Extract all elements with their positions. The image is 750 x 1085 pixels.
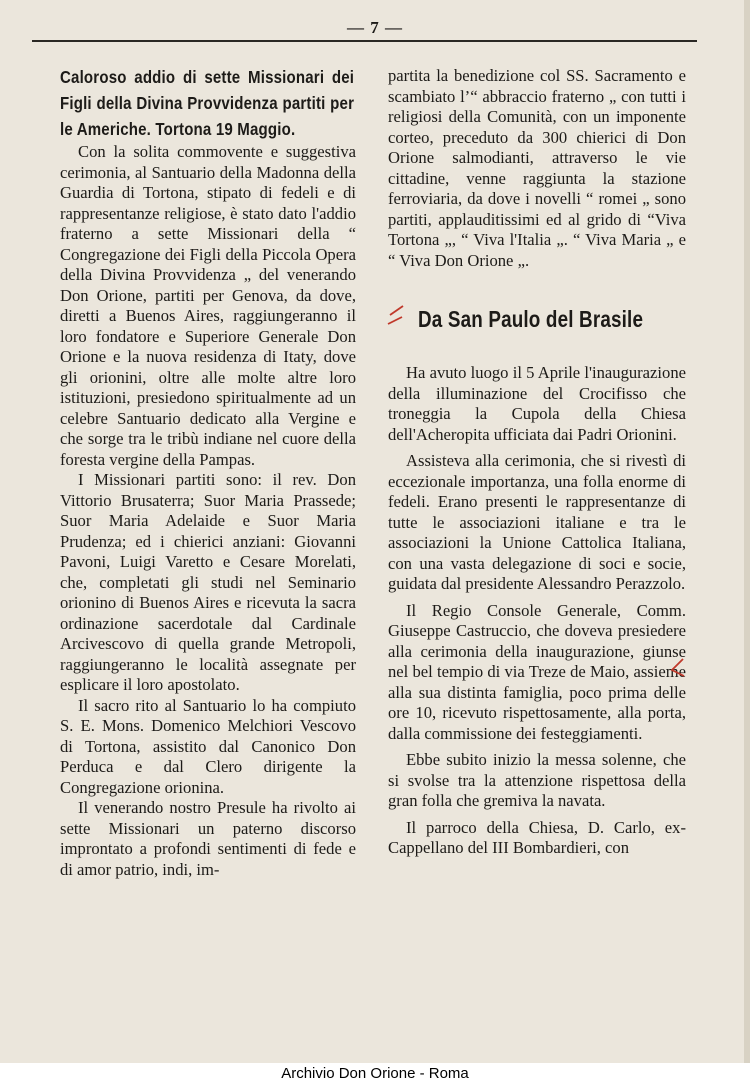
article-paragraph: Ha avuto luogo il 5 Aprile l'inaugurazione della illuminazione del Crocifisso che troneggia la Cupola della Chiesa dell'Acheropita ufficiata dai Padri Orionini.: [388, 363, 686, 444]
article-paragraph: Assisteva alla cerimonia, che si rivestì di eccezionale importanza, una folla enorme di fedeli. Erano presenti le rappresentanze di tutte le associazioni italiane e tra le associazioni la Unione Cattolica Italiana, con una vasta delegazione di soci e socie, guidata dal presidente Alessandro Perazzolo.: [388, 451, 686, 593]
article-headline: Caloroso addio di sette Missionari dei Figli della Divina Provvidenza partiti per le Americhe. Tortona 19 Maggio.: [60, 67, 355, 139]
section-title: Da San Paulo del Brasile: [418, 306, 644, 332]
header-rule: [32, 40, 697, 42]
page-number: — 7 —: [347, 18, 403, 37]
article-paragraph: I Missionari partiti sono: il rev. Don Vittorio Brusaterra; Suor Maria Prassede; Suor Maria Adelaide e Suor Maria Prudenza; ed i chierici anziani: Giovanni Pavoni, Luigi Varetto e Cesare Morelati, che, completati gli studi nel Seminario orionino di Buenos Aires e ricevuta la sacra ordinazione sacerdotale dal Cardinale Arcivescovo di quella grande Metropoli, raggiungeranno le località assegnate per esplicare il loro apostolato.: [60, 470, 356, 694]
article-paragraph: Il parroco della Chiesa, D. Carlo, ex-Cappellano del III Bombardieri, con: [388, 817, 686, 857]
left-column: [60, 64, 356, 880]
article-paragraph: Con la solita commovente e suggestiva cerimonia, al Santuario della Madonna della Guardia di Tortona, stipato di fedeli e di rappresentanze religiose, è stato dato l'addio fraterno a sette Missionari della “ Congregazione dei Figli della Piccola Opera della Divina Provvidenza „ del venerando Don Orione, partiti per Genova, da dove, diretti a Buenos Aires, raggiungeranno il loro fondatore e Superiore Generale Don Orione e la nuova residenza di Itaty, dove gli orionini, oltre alle molte altre loro istituzioni, presiedono spiritualmente ad un celebre Santuario dedicato alla Vergine e che sorge tra le tribù indiane nel cuore della foresta vergine della Pampas.: [60, 142, 356, 469]
article-paragraph: Il Regio Console Generale, Comm. Giuseppe Castruccio, che doveva presiedere alla cerimonia della inaugurazione, giunse nel bel tempio di via Treze de Maio, assieme alla sua distinta famiglia, poco prima delle ore 10, ricevuto rispettosamente, alla porta, dalla commissione dei festeggiamenti.: [388, 600, 686, 743]
pencil-mark-icon: [386, 303, 408, 333]
section-heading: [388, 307, 686, 341]
page-edge: [744, 0, 750, 1063]
article-paragraph: Ebbe subito inizio la messa solenne, che si svolse tra la attenzione rispettosa della gran folla che gremiva la navata.: [388, 750, 686, 810]
article-paragraph: Il venerando nostro Presule ha rivolto ai sette Missionari un paterno discorso improntato a profondi sentimenti di fede e di amor patrio, indi, im-: [60, 798, 356, 879]
right-column: [388, 66, 686, 859]
archive-footer: Archivio Don Orione - Roma: [0, 1063, 750, 1085]
continued-paragraph: partita la benedizione col SS. Sacramento e scambiato l’“ abbraccio fraterno „ con tutti i religiosi della Comunità, con un imponente corteo, preceduto da 300 chierici di Don Orione salmodianti, attraverso le vie cittadine, venne raggiunta la stazione ferroviaria, da dove i novelli “ romei „ sono partiti, applauditissimi ed al grido di “Viva Tortona „, “ Viva l'Italia „. “ Viva Maria „ e “ Viva Don Orione „.: [388, 66, 686, 270]
article-paragraph: Il sacro rito al Santuario lo ha compiuto S. E. Mons. Domenico Melchiori Vescovo di Tortona, assistito dal Canonico Don Perduca e dal Clero dirigente la Congregazione orionina.: [60, 695, 356, 797]
pencil-mark-icon: [668, 656, 688, 680]
